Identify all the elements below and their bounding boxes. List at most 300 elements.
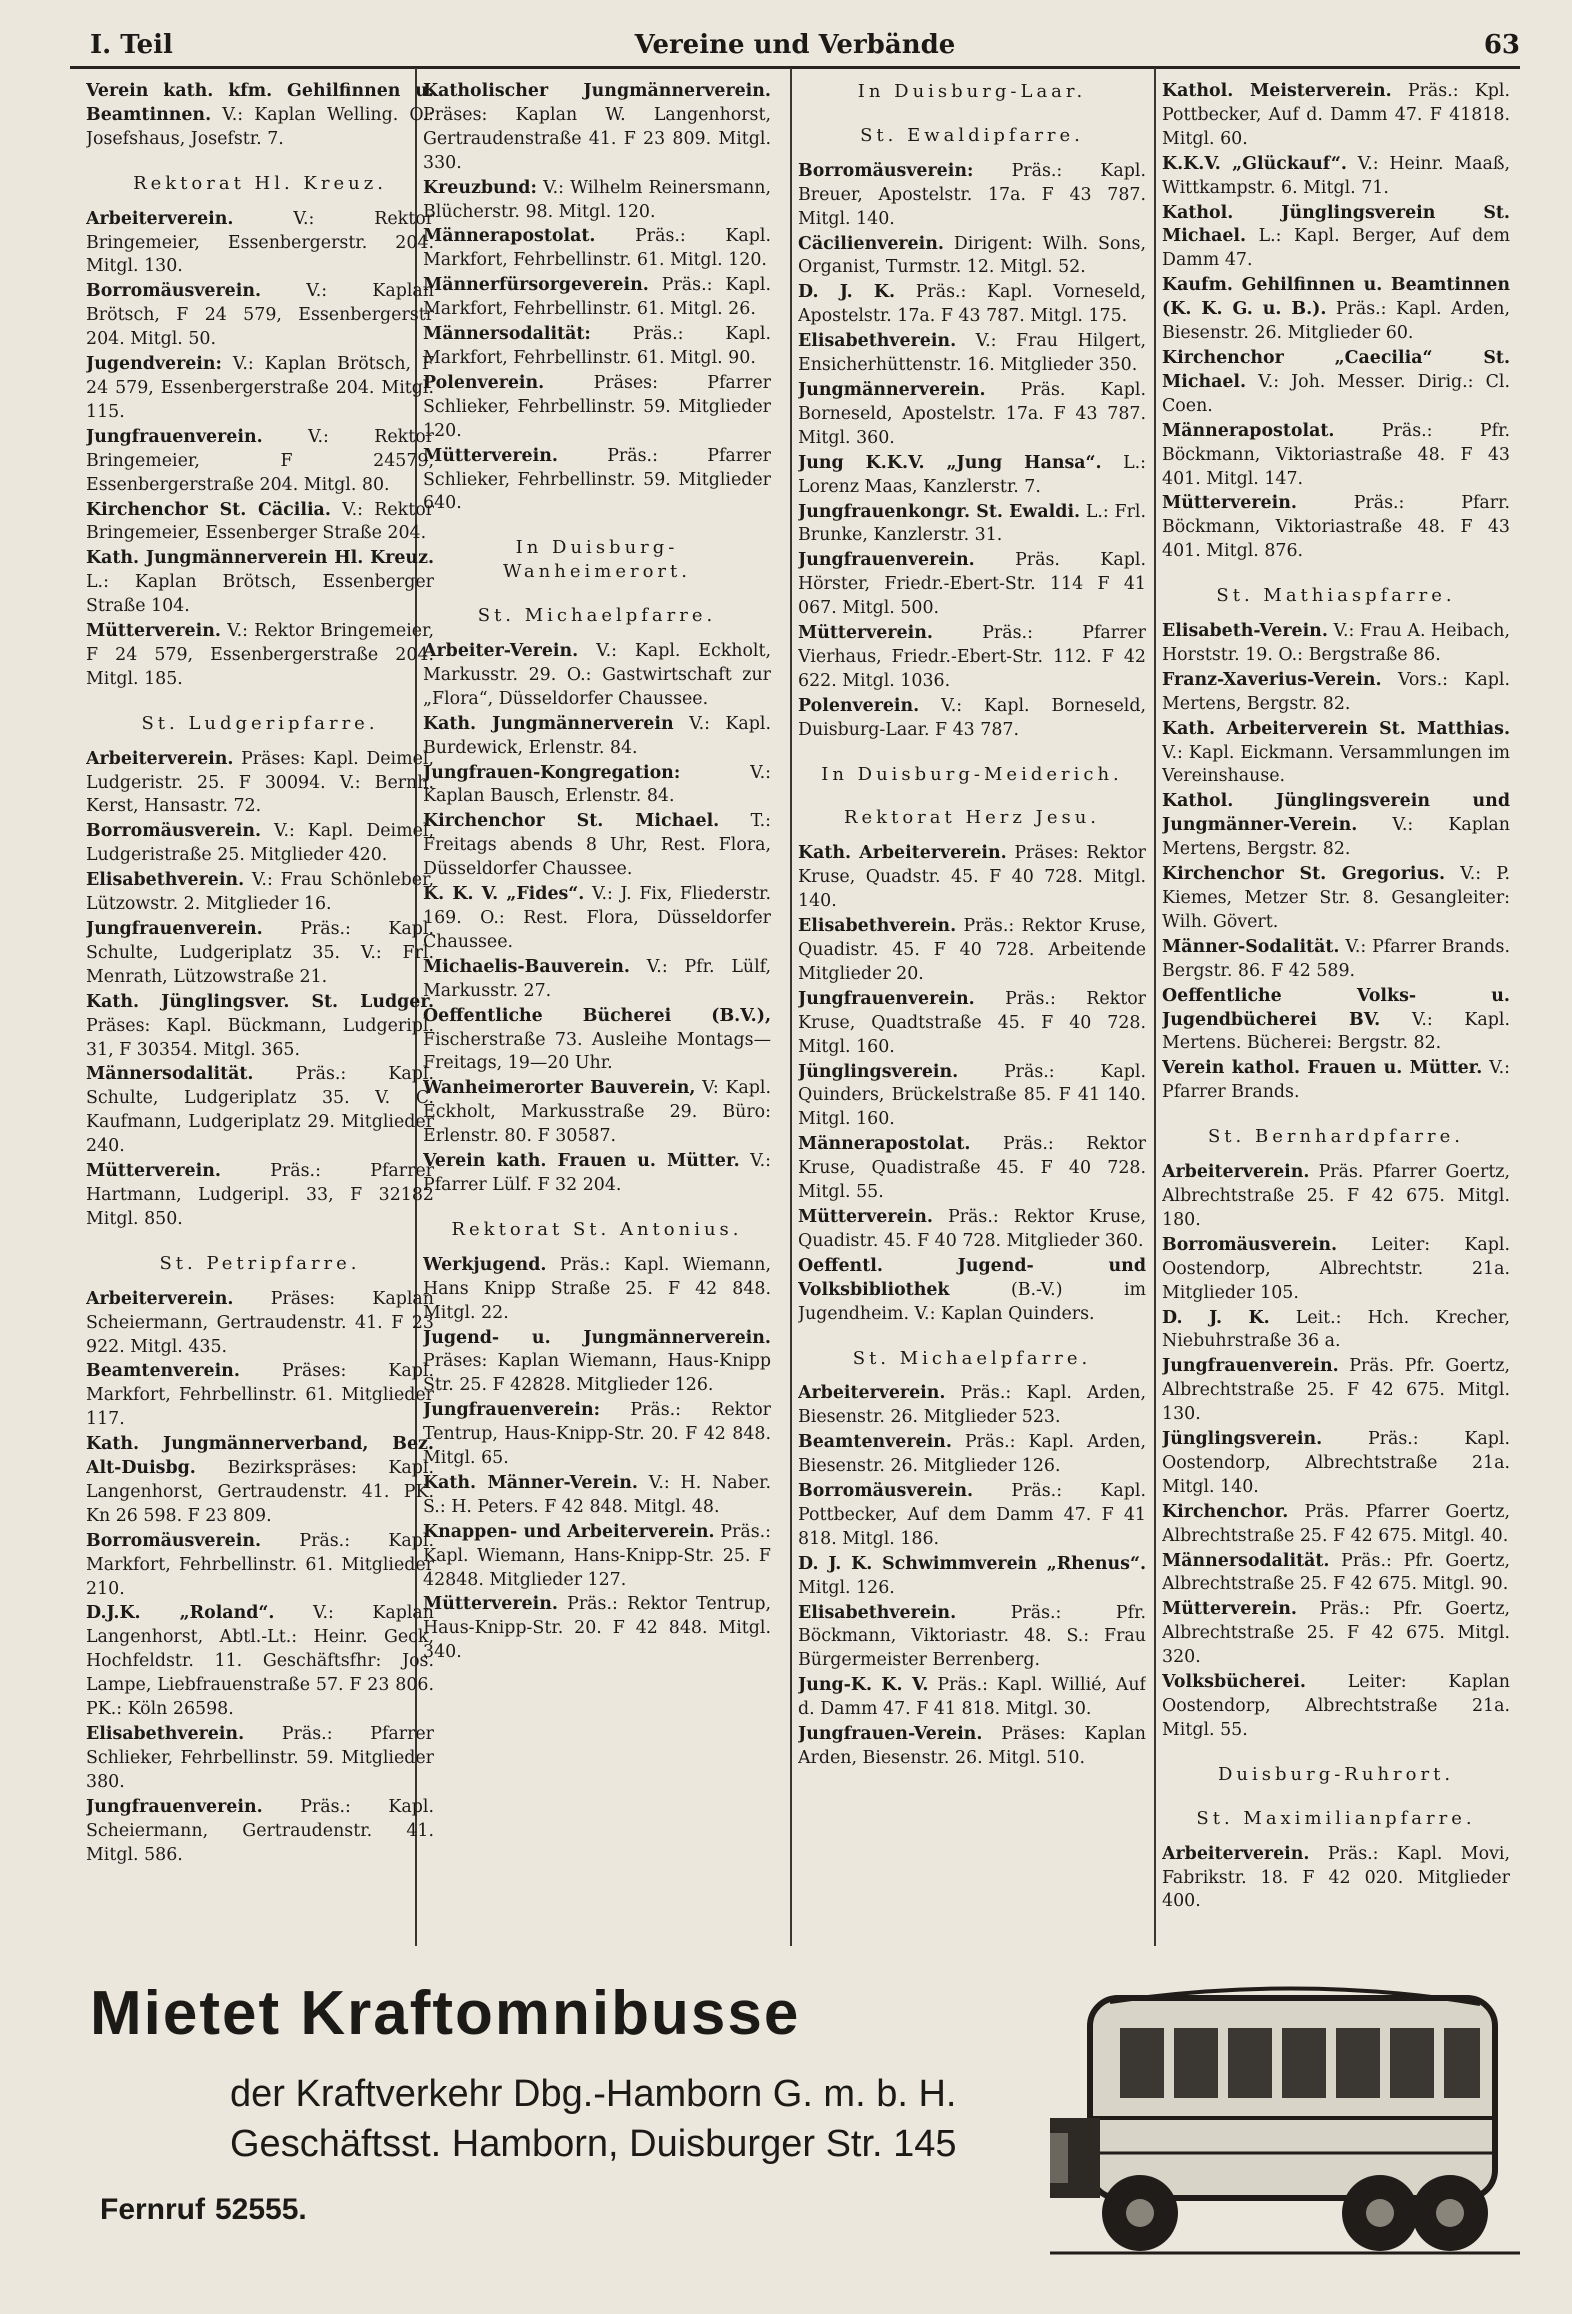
association-name: Jungfrauenverein. <box>798 988 975 1009</box>
text-column-2 <box>423 80 771 1930</box>
association-name: D. J. K. <box>798 282 896 303</box>
association-entry <box>798 988 1146 1060</box>
section-heading: Rektorat Herz Jesu. <box>843 807 1101 829</box>
association-entry <box>798 501 1146 549</box>
association-name: Jungfrauen-Verein. <box>798 1724 983 1745</box>
association-entry <box>423 640 771 712</box>
association-name: Kirchenchor. <box>1162 1501 1289 1522</box>
association-details: Präs. Pfr. Goertz, Albrechtstraße 25. F 42 675. Mitgl. 130. <box>1162 1356 1510 1425</box>
association-details: Präs.: Rektor Kruse, Quadistraße 45. F 40 728. Mitgl. 55. <box>798 1134 1146 1203</box>
association-details: Präs.: Pfarrer Hartmann, Ludgeripl. 33, F 32182 Mitgl. 850. <box>86 1161 434 1229</box>
association-details: (B.-V.) im Jugendheim. V.: Kaplan Quinders. <box>798 1279 1146 1324</box>
association-name: Jugend- u. Jungmännerverein. <box>423 1327 771 1348</box>
column-divider <box>1154 68 1156 1946</box>
association-details: V.: Pfr. Lülf, Markusstr. 27. <box>423 956 771 1001</box>
association-entry <box>423 1399 771 1471</box>
association-details: Präs.: Kapl. Arden, Biesenstr. 26. Mitglieder 126. <box>798 1432 1146 1477</box>
association-name: Männersodalität. <box>1162 1550 1330 1571</box>
association-name: Männerfürsorgeverein. <box>423 275 649 296</box>
association-name: Borromäusverein. <box>1162 1234 1338 1255</box>
association-name: Kathol. Jünglingsverein St. Michael. <box>1162 202 1510 247</box>
association-entry <box>1162 1161 1510 1233</box>
association-name: Jungfrauenverein. <box>86 426 263 447</box>
association-entry <box>423 1150 771 1198</box>
association-name: Kath. Jungmännerverein Hl. Kreuz. <box>86 548 434 569</box>
association-entry <box>798 1061 1146 1133</box>
association-entry <box>86 918 434 990</box>
association-name: Mütterverein. <box>423 445 558 466</box>
association-entry <box>423 445 771 517</box>
association-details: Präses: Kaplan Wiemann, Haus-Knipp Str. 25. F 42828. Mitglieder 126. <box>423 1351 771 1396</box>
association-entry <box>1162 1550 1510 1598</box>
section-heading: In Duisburg-Laar. <box>857 81 1087 102</box>
association-name: Mütterverein. <box>86 621 221 642</box>
association-name: Mütterverein. <box>423 1594 558 1615</box>
association-entry <box>86 547 434 619</box>
association-entry <box>798 1723 1146 1771</box>
association-name: Elisabethverein. <box>798 331 957 352</box>
association-name: Oeffentliche Bücherei (B.V.), <box>423 1005 771 1026</box>
association-name: Jungfrauenverein. <box>798 550 975 571</box>
association-details: V.: Frau Hilgert, Ensicherhüttenstr. 16. Mitglieder 350. <box>798 331 1146 376</box>
association-details: Präs.: Pfr. Goertz, Albrechtstraße 25. F 42 675. Mitgl. 320. <box>1162 1599 1510 1668</box>
association-details: V.: Kaplan Bausch, Erlenstr. 84. <box>423 762 771 807</box>
section-heading: St. Mathiaspfarre. <box>1216 585 1456 607</box>
association-name: Elisabeth-Verein. <box>1162 621 1328 642</box>
association-entry <box>423 1005 771 1077</box>
association-name: Elisabethverein. <box>798 916 957 937</box>
association-entry <box>798 549 1146 621</box>
association-details: V.: H. Naber. S.: H. Peters. F 42 848. Mitgl. 48. <box>423 1472 771 1517</box>
section-heading: St. Bernhardpfarre. <box>1207 1126 1465 1148</box>
association-name: Michaelis-Bauverein. <box>423 956 630 977</box>
section-heading: In Duisburg-Meiderich. <box>821 763 1123 785</box>
association-details: Präs.: Pfr. Böckmann, Viktoriastraße 48. F 43 401. Mitgl. 147. <box>1162 420 1510 489</box>
association-details: Präs.: Pfarrer Vierhaus, Friedr.-Ebert-Str. 112. F 42 622. Mitgl. 1036. <box>798 623 1146 691</box>
association-entry <box>86 1530 434 1602</box>
association-name: Kath. Jungmännerverband, Bez. Alt-Duisbg. <box>86 1434 434 1479</box>
association-details: Präs.: Rektor Tentrup, Haus-Knipp-Str. 20. F 42 848. Mitgl. 65. <box>423 1400 771 1469</box>
association-entry <box>423 1254 771 1326</box>
association-entry <box>423 80 771 176</box>
association-details: Präs.: Kapl. Breuer, Apostelstr. 17a. F 43 787. Mitgl. 140. <box>798 160 1146 229</box>
association-entry <box>1162 80 1510 152</box>
association-name: Franz-Xaverius-Verein. <box>1162 669 1382 690</box>
association-entry <box>1162 347 1510 419</box>
ad-company: der Kraftverkehr Dbg.-Hamborn G. m. b. H. <box>230 2073 957 2115</box>
association-entry <box>86 80 434 152</box>
association-details: V.: Kapl. Eickmann. Versammlungen im Vereinshause. <box>1162 742 1510 787</box>
association-name: Elisabethverein. <box>86 1724 245 1744</box>
association-name: Kirchenchor „Caecilia“ St. Michael. <box>1162 347 1510 392</box>
association-details: Präs.: Kapl. Schulte, Ludgeriplatz 35. V. C. Kaufmann, Ludgeriplatz 29. Mitglieder 240. <box>86 1064 434 1157</box>
association-entry <box>86 820 434 868</box>
association-entry <box>86 991 434 1063</box>
association-name: Oeffentl. Jugend- und Volksbibliothek <box>798 1255 1146 1300</box>
association-details: V.: Frau A. Heibach, Horststr. 19. O.: Bergstraße 86. <box>1162 621 1510 665</box>
association-details: V.: Frau Schönleber, Lützowstr. 2. Mitglieder 16. <box>86 870 434 915</box>
association-entry <box>86 499 434 547</box>
association-details: V.: Pfarrer Brands. Bergstr. 86. F 42 589. <box>1162 936 1510 981</box>
association-details: L.: Frl. Brunke, Kanzlerstr. 31. <box>798 501 1146 546</box>
association-details: Leiter: Kapl. Oostendorp, Albrechtstr. 21a. Mitglieder 105. <box>1162 1234 1510 1303</box>
association-details: V.: Kaplan Brötsch, F 24 579, Essenbergerstraße 204. Mitgl. 115. <box>86 354 434 422</box>
association-details: Präses: Kapl. Bückmann, Ludgeripl. 31, F 30354. Mitgl. 365. <box>86 1015 434 1060</box>
association-name: Mütterverein. <box>798 623 933 644</box>
association-details: Präs.: Kapl. Oostendorp, Albrechtstraße 21a. Mitgl. 140. <box>1162 1429 1510 1497</box>
association-details: Präses: Kapl. Markfort, Fehrbellinstr. 61. Mitglieder 117. <box>86 1361 434 1430</box>
association-entry <box>1162 1843 1510 1915</box>
section-heading: St. Ludgeripfarre. <box>141 712 379 734</box>
association-details: Präs.: Kpl. Pottbecker, Auf d. Damm 47. F 41818. Mitgl. 60. <box>1162 81 1510 149</box>
association-name: Kath. Jünglingsver. St. Ludger. <box>86 991 434 1012</box>
association-details: Präs.: Pfarrer Schlieker, Fehrbellinstr. 59. Mitglieder 640. <box>423 445 771 514</box>
section-heading: St. Petripfarre. <box>159 1252 361 1274</box>
association-entry <box>423 762 771 810</box>
association-details: V.: Rektor Bringemeier, F 24579, Essenbergerstraße 204. Mitgl. 80. <box>86 426 434 495</box>
association-details: V.: Kapl. Borneseld, Duisburg-Laar. F 43 787. <box>798 695 1146 740</box>
association-details: Präs.: Kapl. Markfort, Fehrbellinstr. 61. Mitgl. 120. <box>423 226 771 271</box>
association-entry <box>423 1521 771 1593</box>
association-details: V.: Rektor Bringemeier, F 24 579, Essenbergerstraße 204. Mitgl. 185. <box>86 621 434 689</box>
text-column-1 <box>86 80 434 1930</box>
association-name: Werkjugend. <box>423 1254 547 1275</box>
association-entry <box>798 695 1146 743</box>
association-name: Borromäusverein. <box>86 1530 262 1551</box>
association-details: V.: Kapl. Eckholt, Markusstr. 29. O.: Gastwirtschaft zur „Flora“, Düsseldorfer Chaussee. <box>423 641 771 709</box>
association-name: Polenverein. <box>798 695 920 716</box>
association-name: Kirchenchor St. Gregorius. <box>1162 864 1445 885</box>
association-name: Katholischer Jungmännerverein. <box>423 81 771 101</box>
association-entry <box>1162 420 1510 492</box>
association-entry <box>798 1553 1146 1601</box>
association-name: Kath. Arbeiterverein. <box>798 843 1007 864</box>
association-entry <box>1162 1428 1510 1500</box>
association-name: Oeffentliche Volks- u. Jugendbücherei BV. <box>1162 985 1510 1030</box>
association-name: Elisabethverein. <box>86 870 245 891</box>
association-name: Männerapostolat. <box>798 1134 971 1155</box>
ad-title: Mietet Kraftomnibusse <box>90 1979 801 2048</box>
association-entry <box>1162 1598 1510 1670</box>
association-name: Volksbücherei. <box>1162 1672 1306 1693</box>
association-entry <box>86 748 434 820</box>
association-details: V.: Kaplan Langenhorst, Abtl.-Lt.: Heinr. Geck, Hochfeldstr. 11. Geschäftsfhr: Jos. Lampe, Liebfrauenstraße 57. F 23 806. PK.: Köln 26598. <box>86 1603 434 1720</box>
association-details: Präses: Kaplan Arden, Biesenstr. 26. Mitgl. 510. <box>798 1724 1146 1768</box>
association-entry <box>423 1327 771 1399</box>
association-entry <box>1162 274 1510 346</box>
association-name: Männer-Sodalität. <box>1162 936 1340 957</box>
association-details: V.: Heinr. Maaß, Wittkampstr. 6. Mitgl. 71. <box>1162 153 1510 198</box>
association-details: Präs.: Rektor Kruse, Quadistr. 45. F 40 728. Arbeitende Mitglieder 20. <box>798 916 1146 984</box>
advertisement <box>70 1958 1530 2288</box>
association-name: Elisabethverein. <box>798 1602 957 1623</box>
association-entry <box>1162 1355 1510 1427</box>
association-entry <box>86 1723 434 1795</box>
association-name: Mütterverein. <box>86 1161 221 1182</box>
association-details: Präs.: Rektor Kruse, Quadtstraße 45. F 40 728. Mitgl. 160. <box>798 988 1146 1057</box>
association-details: Präs.: Kapl. Willié, Auf d. Damm 47. F 41 818. Mitgl. 30. <box>798 1675 1146 1720</box>
column-divider <box>790 68 792 1946</box>
association-details: Präs.: Kapl. Wiemann, Hans Knipp Straße 25. F 42 848. Mitgl. 22. <box>423 1254 771 1323</box>
association-entry <box>86 869 434 917</box>
association-name: Beamtenverein. <box>86 1361 240 1382</box>
association-details: Präses: Kaplan W. Langenhorst, Gertraudenstraße 41. F 23 809. Mitgl. 330. <box>423 104 771 173</box>
association-entry <box>1162 1307 1510 1355</box>
bus-illustration <box>1050 1968 1520 2268</box>
association-entry <box>798 915 1146 987</box>
association-details: V.: P. Kiemes, Metzer Str. 8. Gesangleiter: Wilh. Gövert. <box>1162 864 1510 932</box>
association-entry <box>86 1063 434 1159</box>
association-entry <box>1162 492 1510 564</box>
association-name: Jungfrauenverein. <box>1162 1356 1339 1377</box>
association-entry <box>798 1431 1146 1479</box>
association-name: Kaufm. Gehilfinnen u. Beamtinnen (K. K. G. u. B.). <box>1162 275 1510 320</box>
association-details: V.: Rektor Bringemeier, Essenberger Straße 204. <box>86 499 434 544</box>
association-details: V.: Wilhelm Reinersmann, Blücherstr. 98. Mitgl. 120. <box>423 177 771 222</box>
association-name: Jugendverein: <box>86 354 222 375</box>
association-entry <box>798 379 1146 451</box>
section-heading: Rektorat Hl. Kreuz. <box>133 172 387 194</box>
association-name: Jungfrauenverein: <box>423 1400 601 1421</box>
association-details: Präs.: Kapl. Wiemann, Hans-Knipp-Str. 25. F 42848. Mitglieder 127. <box>423 1521 771 1590</box>
association-name: Kath. Arbeiterverein St. Matthias. <box>1162 718 1510 739</box>
section-heading: St. Maximilianpfarre. <box>1196 1807 1476 1829</box>
association-entry <box>1162 1234 1510 1306</box>
association-details: V.: Kaplan Mertens, Bergstr. 82. <box>1162 815 1510 860</box>
association-details: V.: Kapl. Deimel, Ludgeristraße 25. Mitglieder 420. <box>86 821 434 866</box>
association-entry <box>1162 1501 1510 1549</box>
association-entry <box>423 274 771 322</box>
association-entry <box>86 1433 434 1529</box>
association-name: Arbeiterverein. <box>1162 1162 1310 1183</box>
association-name: Männerapostolat. <box>1162 420 1335 441</box>
association-details: Vors.: Kapl. Mertens, Bergstr. 82. <box>1162 669 1510 714</box>
association-entry <box>798 452 1146 500</box>
association-details: Präses: Kapl. Deimel, Ludgeristr. 25. F 30094. V.: Bernh. Kerst, Hansastr. 72. <box>86 748 434 817</box>
association-details: Präs.: Rektor Kruse, Quadistr. 45. F 40 728. Mitglieder 360. <box>798 1206 1146 1251</box>
association-entry <box>798 1206 1146 1254</box>
association-name: Beamtenverein. <box>798 1432 952 1453</box>
association-entry <box>798 281 1146 329</box>
association-entry <box>86 1360 434 1432</box>
association-details: V.: Kapl. Burdewick, Erlenstr. 84. <box>423 713 771 758</box>
association-details: V.: Rektor Bringemeier, Essenbergerstr. 204. Mitgl. 130. <box>86 208 434 277</box>
association-name: Kath. Jungmännerverein <box>423 713 674 734</box>
association-entry <box>1162 620 1510 668</box>
association-name: Knappen- und Arbeiterverein. <box>423 1521 715 1542</box>
section-heading: Duisburg-Ruhrort. <box>1217 1763 1455 1785</box>
association-details: Präses: Pfarrer Schlieker, Fehrbellinstr. 59. Mitglieder 120. <box>423 372 771 441</box>
association-details: Präs.: Pfarr. Böckmann, Viktoriastraße 48. F 43 401. Mitgl. 876. <box>1162 493 1510 562</box>
association-name: Borromäusverein: <box>798 160 974 181</box>
association-name: Jungfrauen-Kongregation: <box>423 762 681 783</box>
association-entry <box>423 713 771 761</box>
section-heading: St. Ewaldipfarre. <box>860 124 1084 146</box>
association-details: Präs.: Kapl. Movi, Fabrikstr. 18. F 42 020. Mitglieder 400. <box>1162 1843 1510 1912</box>
association-details: Präs. Pfarrer Goertz, Albrechtstraße 25. F 42 675. Mitgl. 180. <box>1162 1162 1510 1230</box>
association-name: Mütterverein. <box>798 1206 933 1227</box>
association-details: L.: Kapl. Berger, Auf dem Damm 47. <box>1162 226 1510 271</box>
association-details: Leiter: Kaplan Oostendorp, Albrechtstraße 21a. Mitgl. 55. <box>1162 1672 1510 1740</box>
association-details: V.: Pfarrer Brands. <box>1162 1058 1510 1103</box>
association-details: L.: Lorenz Maas, Kanzlerstr. 7. <box>798 452 1146 497</box>
section-heading: In Duisburg-Wanheimerort. <box>503 537 691 583</box>
association-details: Präs.: Kapl. Arden, Biesenstr. 26. Mitglieder 523. <box>798 1383 1146 1428</box>
association-entry <box>423 1593 771 1665</box>
association-details: V.: Joh. Messer. Dirig.: Cl. Coen. <box>1162 371 1510 416</box>
association-details: Bezirkspräses: Kapl. Langenhorst, Gertraudenstr. 41. PK. Kn 26 598. F 23 809. <box>86 1458 434 1526</box>
association-entry <box>1162 936 1510 984</box>
association-entry <box>1162 1057 1510 1105</box>
ad-address: Geschäftsst. Hamborn, Duisburger Str. 145 <box>230 2123 957 2165</box>
association-name: D. J. K. <box>1162 1307 1270 1328</box>
association-name: Mütterverein. <box>1162 493 1297 514</box>
association-name: Borromäusverein. <box>86 281 262 302</box>
association-name: Jungfrauenkongr. St. Ewaldi. <box>798 501 1081 522</box>
association-entry <box>86 426 434 498</box>
association-details: Präs.: Kapl. Markfort, Fehrbellinstr. 61. Mitgl. 90. <box>423 324 771 368</box>
association-name: Jung K.K.V. „Jung Hansa“. <box>798 452 1102 473</box>
association-name: Arbeiterverein. <box>798 1383 946 1404</box>
section-heading: St. Michaelpfarre. <box>477 605 717 627</box>
association-name: K.K.V. „Glückauf“. <box>1162 153 1347 174</box>
association-name: Arbeiterverein. <box>1162 1843 1310 1864</box>
association-name: Kirchenchor St. Michael. <box>423 811 720 832</box>
association-entry <box>1162 669 1510 717</box>
association-name: Verein kath. kfm. Gehilfinnen u. Beamtinnen. <box>86 81 434 125</box>
association-name: Arbeiterverein. <box>86 748 234 769</box>
association-entry <box>798 1480 1146 1552</box>
association-entry <box>798 1382 1146 1430</box>
association-details: V.: J. Fix, Fliederstr. 169. O.: Rest. Flora, Düsseldorfer Chaussee. <box>423 884 771 952</box>
association-details: Präs.: Kapl. Schulte, Ludgeriplatz 35. V.: Frl. Menrath, Lützowstraße 21. <box>86 919 434 987</box>
association-entry <box>798 1674 1146 1722</box>
association-entry <box>1162 1671 1510 1743</box>
association-details: L.: Kaplan Brötsch, Essenberger Straße 104. <box>86 572 434 617</box>
association-entry <box>1162 790 1510 862</box>
association-entry <box>86 208 434 280</box>
association-name: Arbeiterverein. <box>86 1288 234 1309</box>
association-name: Arbeiterverein. <box>86 208 234 229</box>
association-details: Präs.: Kapl. Markfort, Fehrbellinstr. 61. Mitgl. 26. <box>423 275 771 320</box>
association-details: Präs.: Rektor Tentrup, Haus-Knipp-Str. 20. F 42 848. Mitgl. 340. <box>423 1594 771 1663</box>
association-name: D.J.K. „Roland“. <box>86 1603 275 1624</box>
association-details: Präs.: Kapl. Arden, Biesenstr. 26. Mitglieder 60. <box>1162 299 1510 344</box>
section-heading: St. Michaelpfarre. <box>852 1347 1092 1369</box>
association-details: Fischerstraße 73. Ausleihe Montags—Freitags, 19—20 Uhr. <box>423 1029 771 1074</box>
ad-phone-label: Fernruf <box>100 2193 205 2226</box>
text-column-4 <box>1162 80 1510 1930</box>
association-entry <box>798 842 1146 914</box>
association-entry <box>423 956 771 1004</box>
association-entry <box>86 1160 434 1232</box>
association-details: V.: Kaplan Welling. O.: Josefshaus, Josefstr. 7. <box>86 104 434 149</box>
association-entry <box>423 177 771 225</box>
association-entry <box>798 1133 1146 1205</box>
association-details: Mitgl. 126. <box>798 1577 895 1598</box>
association-entry <box>1162 718 1510 790</box>
association-name: Jünglingsverein. <box>798 1061 959 1082</box>
association-entry <box>423 323 771 371</box>
association-name: Kathol. Jünglingsverein und Jungmänner-Verein. <box>1162 791 1510 836</box>
section-title: Vereine und Verbände <box>634 30 956 60</box>
association-entry <box>798 1602 1146 1674</box>
association-entry <box>423 1077 771 1149</box>
association-details: T.: Freitags abends 8 Uhr, Rest. Flora, Düsseldorfer Chaussee. <box>423 811 771 880</box>
association-name: Verein kathol. Frauen u. Mütter. <box>1162 1058 1483 1079</box>
association-entry <box>798 160 1146 232</box>
association-name: Wanheimerorter Bauverein, <box>423 1078 696 1099</box>
association-name: Männersodalität: <box>423 324 591 345</box>
ad-phone <box>90 2193 307 2227</box>
association-details: Dirigent: Wilh. Sons, Organist, Turmstr. 12. Mitgl. 52. <box>798 233 1146 278</box>
association-entry <box>1162 985 1510 1057</box>
association-details: Präs.: Kapl. Markfort, Fehrbellinstr. 61. Mitglieder 210. <box>86 1530 434 1599</box>
association-details: Präses: Kaplan Scheiermann, Gertraudenstr. 41. F 23 922. Mitgl. 435. <box>86 1288 434 1357</box>
association-name: Arbeiter-Verein. <box>423 641 579 662</box>
association-entry <box>423 810 771 882</box>
association-entry <box>86 1796 434 1868</box>
association-entry <box>798 330 1146 378</box>
association-details: Präs.: Kapl. Quinders, Brückelstraße 85. F 41 140. Mitgl. 160. <box>798 1061 1146 1130</box>
association-name: Kreuzbund: <box>423 177 537 198</box>
association-name: Männersodalität. <box>86 1064 254 1085</box>
association-name: Borromäusverein. <box>798 1481 974 1502</box>
association-name: Borromäusverein. <box>86 821 262 842</box>
association-details: Präs.: Pfr. Goertz, Albrechtstraße 25. F 42 675. Mitgl. 90. <box>1162 1550 1510 1595</box>
association-entry <box>86 280 434 352</box>
association-entry <box>1162 863 1510 935</box>
part-label: I. Teil <box>90 30 173 60</box>
page-number: 63 <box>1483 30 1520 60</box>
association-name: Kath. Männer-Verein. <box>423 1472 638 1493</box>
association-entry <box>798 1255 1146 1327</box>
association-details: Präses: Rektor Kruse, Quadstr. 45. F 40 728. Mitgl. 140. <box>798 843 1146 912</box>
association-details: V.: Kapl. Mertens. Bücherei: Bergstr. 82. <box>1162 1009 1510 1054</box>
association-details: V.: Pfarrer Lülf. F 32 204. <box>423 1151 771 1195</box>
association-entry <box>86 1602 434 1722</box>
association-details: V: Kapl. Eckholt, Markusstraße 29. Büro: Erlenstr. 80. F 30587. <box>423 1078 771 1147</box>
association-name: Kathol. Meisterverein. <box>1162 81 1392 101</box>
association-name: D. J. K. Schwimmverein „Rhenus“. <box>798 1553 1146 1574</box>
association-details: Präs. Pfarrer Goertz, Albrechtstraße 25. F 42 675. Mitgl. 40. <box>1162 1501 1510 1546</box>
association-name: Jünglingsverein. <box>1162 1429 1323 1450</box>
association-entry <box>86 1288 434 1360</box>
association-entry <box>423 883 771 955</box>
association-name: Männerapostolat. <box>423 226 596 247</box>
association-details: Präs. Kapl. Borneseld, Apostelstr. 17a. F 43 787. Mitgl. 360. <box>798 379 1146 448</box>
association-entry <box>1162 202 1510 274</box>
association-name: Jung-K. K. V. <box>798 1675 929 1696</box>
section-heading: Rektorat St. Antonius. <box>451 1218 743 1240</box>
association-name: Jungmännerverein. <box>798 379 986 400</box>
association-entry <box>798 233 1146 281</box>
association-entry <box>423 1472 771 1520</box>
association-details: Leit.: Hch. Krecher, Niebuhrstraße 36 a. <box>1162 1307 1510 1352</box>
association-name: Cäcilienverein. <box>798 233 944 254</box>
text-column-3 <box>798 80 1146 1930</box>
association-entry <box>798 622 1146 694</box>
association-name: Verein kath. Frauen u. Mütter. <box>423 1151 740 1172</box>
association-name: Polenverein. <box>423 372 545 393</box>
association-details: Präs.: Kapl. Scheiermann, Gertraudenstr. 41. Mitgl. 586. <box>86 1796 434 1865</box>
association-details: Präs.: Pfarrer Schlieker, Fehrbellinstr. 59. Mitglieder 380. <box>86 1724 434 1792</box>
association-entry <box>86 353 434 425</box>
association-entry <box>86 620 434 692</box>
ad-phone-number: 52555. <box>215 2193 307 2226</box>
association-details: Präs.: Pfr. Böckmann, Viktoriastr. 48. S.: Frau Bürgermeister Berrenberg. <box>798 1602 1146 1671</box>
association-name: Kirchenchor St. Cäcilia. <box>86 499 331 520</box>
